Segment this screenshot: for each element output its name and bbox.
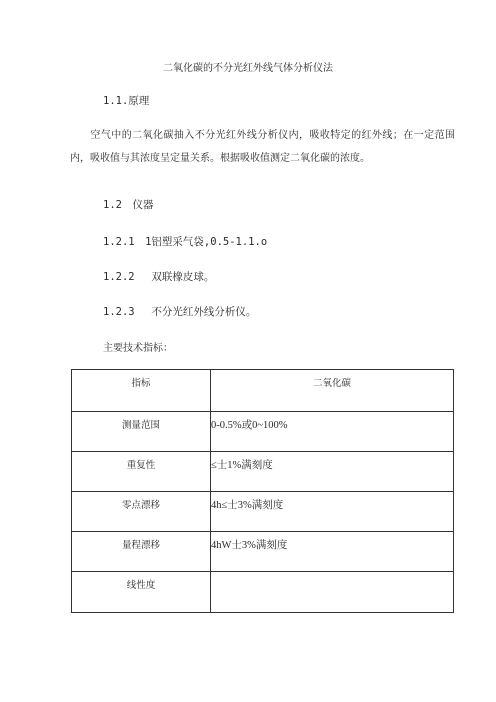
section-1-2-1: 1.2.1 1铝塑采气袋,0.5-1.1.o <box>103 236 268 248</box>
row-label: 量程漂移 <box>72 532 211 572</box>
table-row <box>72 572 454 613</box>
row-value <box>211 572 454 613</box>
header-indicator: 指标 <box>72 370 211 412</box>
section-1-1-heading: 1.1.原理 <box>103 95 150 107</box>
row-label: 线性度 <box>72 572 211 613</box>
row-label: 测量范围 <box>72 412 211 452</box>
table-header-row <box>72 370 454 412</box>
section-1-2-3: 1.2.3 不分光红外线分析仪。 <box>103 306 257 318</box>
section-1-2-2: 1.2.2 双联橡皮球。 <box>103 271 215 283</box>
spec-intro: 主要技术指标： <box>103 343 173 354</box>
table-row <box>72 452 454 492</box>
row-value: 0-0.5%或0~100% <box>211 412 454 452</box>
row-value: 4hW士3%满刻度 <box>211 532 454 572</box>
row-label: 零点漂移 <box>72 492 211 532</box>
table-row <box>72 492 454 532</box>
row-label: 重复性 <box>72 452 211 492</box>
row-value: 4h≤士3%满刻度 <box>211 492 454 532</box>
spec-table <box>71 369 454 613</box>
section-1-1-body <box>70 124 455 170</box>
table-row <box>72 532 454 572</box>
section-1-1-text: 空气中的二氧化碳抽入不分光红外线分析仪内，吸收特定的红外线；在一定范围内，吸收值与其浓度呈定量关系。根据吸收值测定二氧化碳的浓度。 <box>70 130 455 164</box>
document-title: 二氧化碳的不分光红外线气体分析仪法 <box>163 63 333 74</box>
header-co2: 二氧化碳 <box>211 370 454 412</box>
section-1-2-heading: 1.2 仪器 <box>103 199 154 211</box>
table-row <box>72 412 454 452</box>
row-value: ≤士1%满刻度 <box>211 452 454 492</box>
